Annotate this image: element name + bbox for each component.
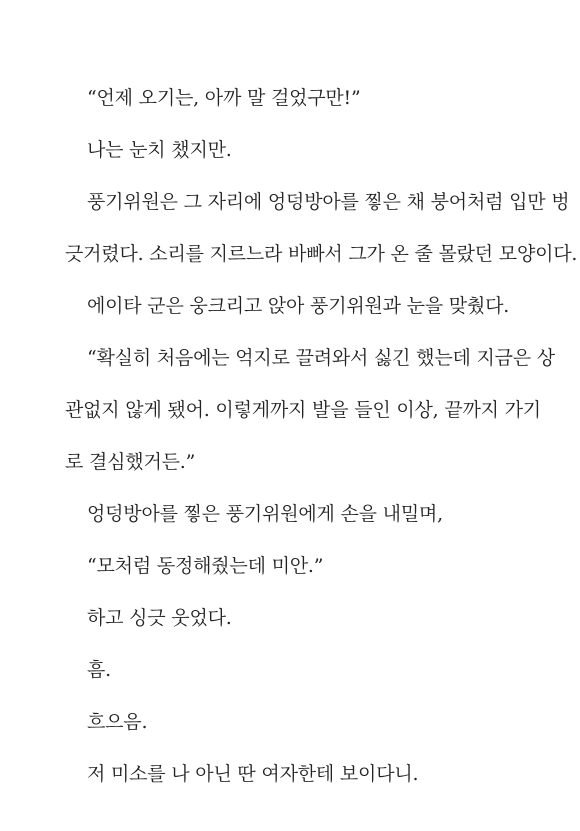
paragraph-7 [65,554,505,578]
paragraph-4 [65,294,510,318]
text-line: 관없지 않게 됐어. 이렇게까지 발을 들인 이상, 끝까지 가기 [65,399,541,421]
text-line: 풍기위원은 그 자리에 엉덩방아를 찧은 채 붕어처럼 입만 벙 [87,191,570,213]
paragraph-11 [65,762,505,786]
text-line: 흐으음. [87,711,148,733]
text-line: “확실히 처음에는 억지로 끌려와서 싫긴 했는데 지금은 상 [87,347,555,369]
text-line: 하고 싱긋 웃었다. [87,607,232,629]
paragraph-2 [65,138,505,162]
paragraph-9 [65,658,505,682]
paragraph-10 [65,710,505,734]
paragraph-8 [65,606,505,630]
text-line: 긋거렸다. 소리를 지르느라 바빠서 그가 온 줄 몰랐던 모양이다. [65,243,578,265]
text-line: 흠. [87,659,111,681]
paragraph-3 [65,190,578,266]
text-line: 에이타 군은 웅크리고 앉아 풍기위원과 눈을 맞췄다. [87,295,510,317]
paragraph-5 [65,346,555,474]
text-line: 나는 눈치 챘지만. [87,139,232,161]
paragraph-1 [65,86,505,110]
paragraph-6 [65,502,505,526]
text-line: 엉덩방아를 찧은 풍기위원에게 손을 내밀며, [87,503,443,525]
text-line: 로 결심했거든.” [65,451,196,473]
text-line: 저 미소를 나 아닌 딴 여자한테 보이다니. [87,763,419,785]
text-line: “언제 오기는, 아까 말 걸었구만!” [87,87,361,109]
text-line: “모처럼 동정해줬는데 미안.” [87,555,324,577]
